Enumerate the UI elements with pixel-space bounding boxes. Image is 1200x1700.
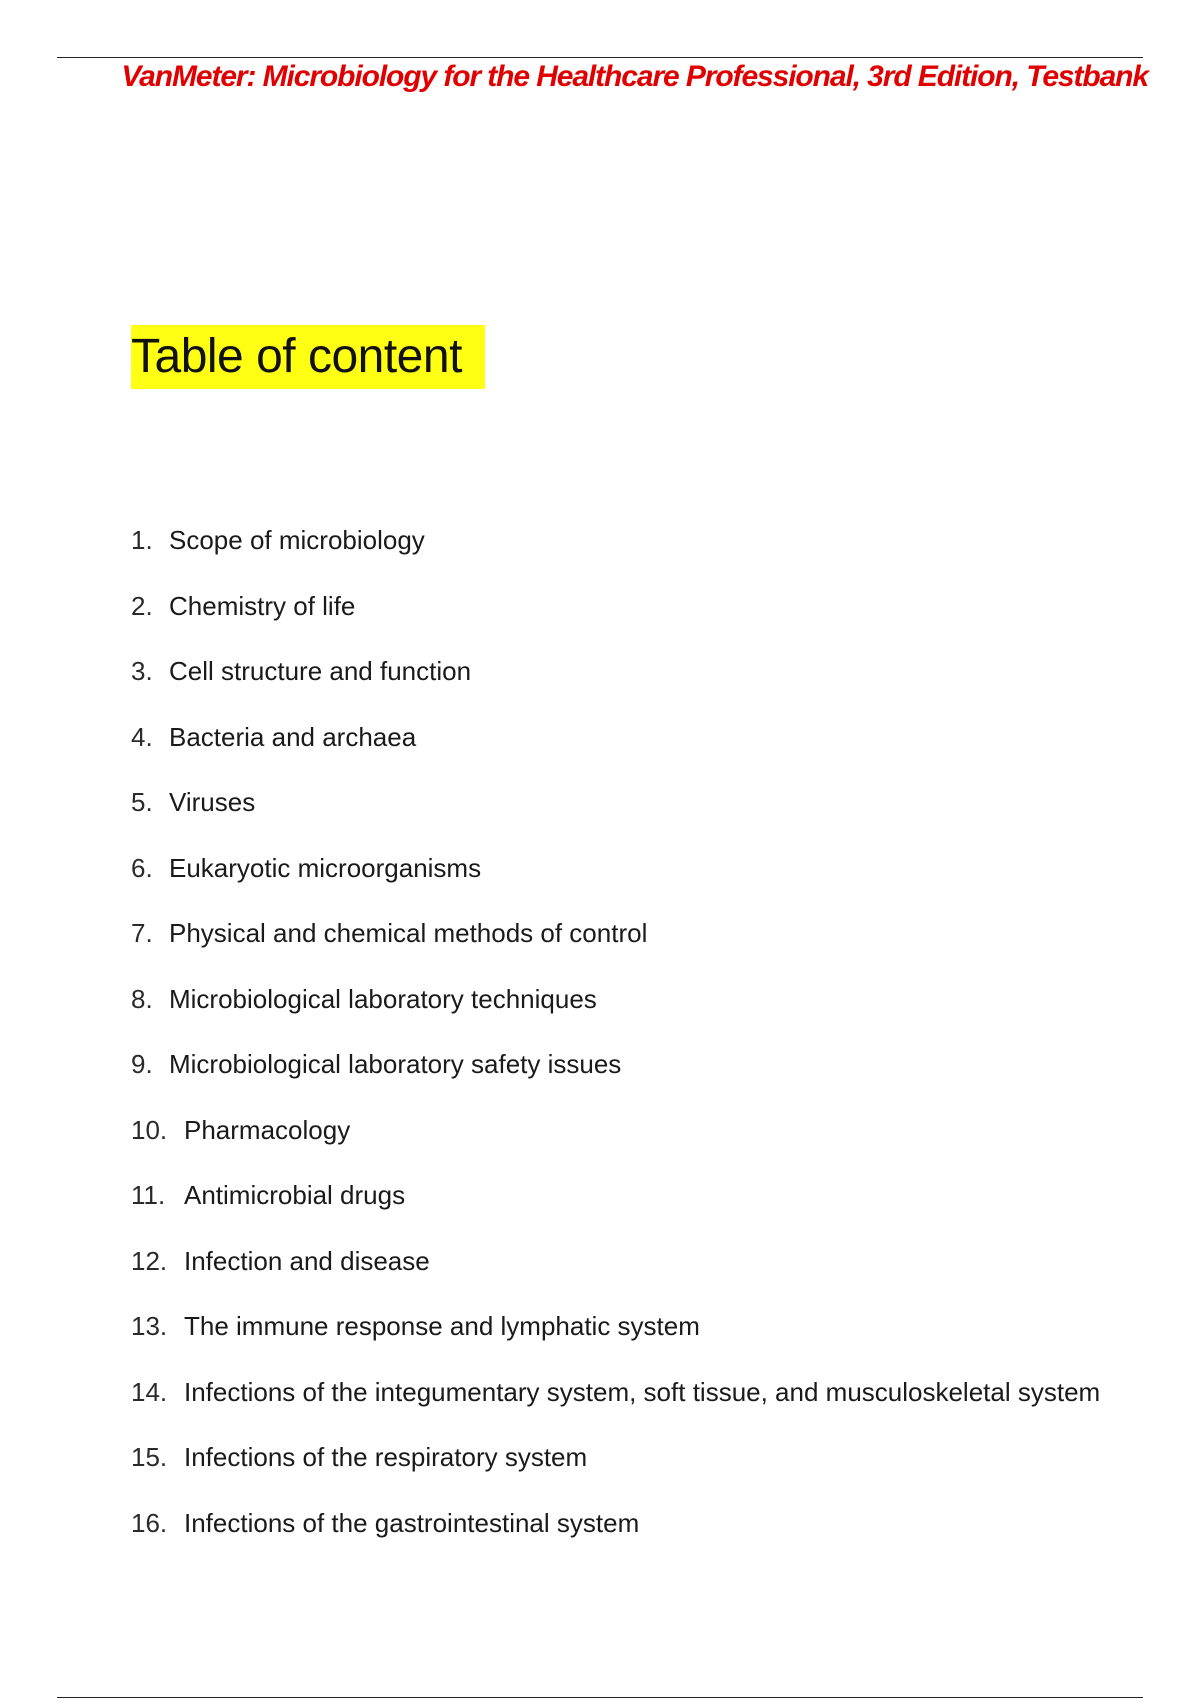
- toc-item-label: Cell structure and function: [169, 656, 472, 686]
- toc-item-number: 11.: [131, 1180, 166, 1210]
- toc-item-number: 7.: [131, 918, 153, 948]
- toc-item: [131, 1112, 1131, 1178]
- toc-item-number: 15.: [131, 1442, 168, 1472]
- toc-item-label: Microbiological laboratory safety issues: [169, 1049, 622, 1079]
- toc-item: [131, 915, 1131, 981]
- toc-item: [131, 719, 1131, 785]
- toc-item-label: Viruses: [169, 787, 256, 817]
- toc-item-number: 6.: [131, 852, 153, 883]
- toc-item: [131, 981, 1131, 1047]
- toc-item-label: Bacteria and archaea: [169, 721, 417, 752]
- toc-item-label: Infection and disease: [184, 1245, 430, 1276]
- toc-item-number: 5.: [131, 787, 153, 817]
- toc-item: [131, 653, 1131, 719]
- toc-item-number: 9.: [131, 1049, 153, 1079]
- toc-item-number: 13.: [131, 1311, 168, 1341]
- toc-item-number: 14.: [131, 1376, 168, 1407]
- toc-item-label: Antimicrobial drugs: [184, 1180, 406, 1210]
- toc-item-label: Chemistry of life: [169, 590, 356, 621]
- toc-item: [131, 784, 1131, 850]
- toc-item-number: 2.: [131, 590, 153, 621]
- toc-item: [131, 522, 1131, 588]
- toc-item-number: 12.: [131, 1245, 168, 1276]
- toc-item-number: 8.: [131, 983, 153, 1014]
- toc-item-number: 1.: [131, 525, 153, 555]
- toc-item: [131, 1439, 1131, 1505]
- footer-rule: [57, 1697, 1143, 1698]
- toc-item-number: 10.: [131, 1114, 168, 1145]
- toc-item: [131, 1308, 1131, 1374]
- toc-item: [131, 1046, 1131, 1112]
- toc-item-label: Infections of the integumentary system, soft tissue, and musculoskeletal system: [184, 1376, 1101, 1407]
- toc-item-label: Infections of the gastrointestinal system: [184, 1507, 640, 1538]
- toc-item: [131, 850, 1131, 916]
- toc-item: [131, 1243, 1131, 1309]
- toc-item-label: Eukaryotic microorganisms: [169, 852, 482, 883]
- toc-heading: Table of content: [131, 325, 485, 389]
- document-header-title: VanMeter: Microbiology for the Healthcare Professional, 3rd Edition, Testbank: [121, 60, 1148, 93]
- toc-item-number: 16.: [131, 1507, 168, 1538]
- toc-item: [131, 588, 1131, 654]
- toc-item-label: Infections of the respiratory system: [184, 1442, 588, 1472]
- toc-item: [131, 1177, 1131, 1243]
- toc-item-label: The immune response and lymphatic system: [184, 1311, 700, 1341]
- toc-item-label: Pharmacology: [184, 1114, 351, 1145]
- toc-item: [131, 1505, 1131, 1571]
- toc-list: [131, 522, 1131, 1570]
- toc-item-label: Scope of microbiology: [169, 525, 425, 555]
- toc-item-label: Microbiological laboratory techniques: [169, 983, 597, 1014]
- toc-item: [131, 1374, 1131, 1440]
- header-rule: [57, 57, 1143, 58]
- toc-item-label: Physical and chemical methods of control: [169, 918, 648, 948]
- toc-item-number: 4.: [131, 721, 153, 752]
- toc-item-number: 3.: [131, 656, 153, 686]
